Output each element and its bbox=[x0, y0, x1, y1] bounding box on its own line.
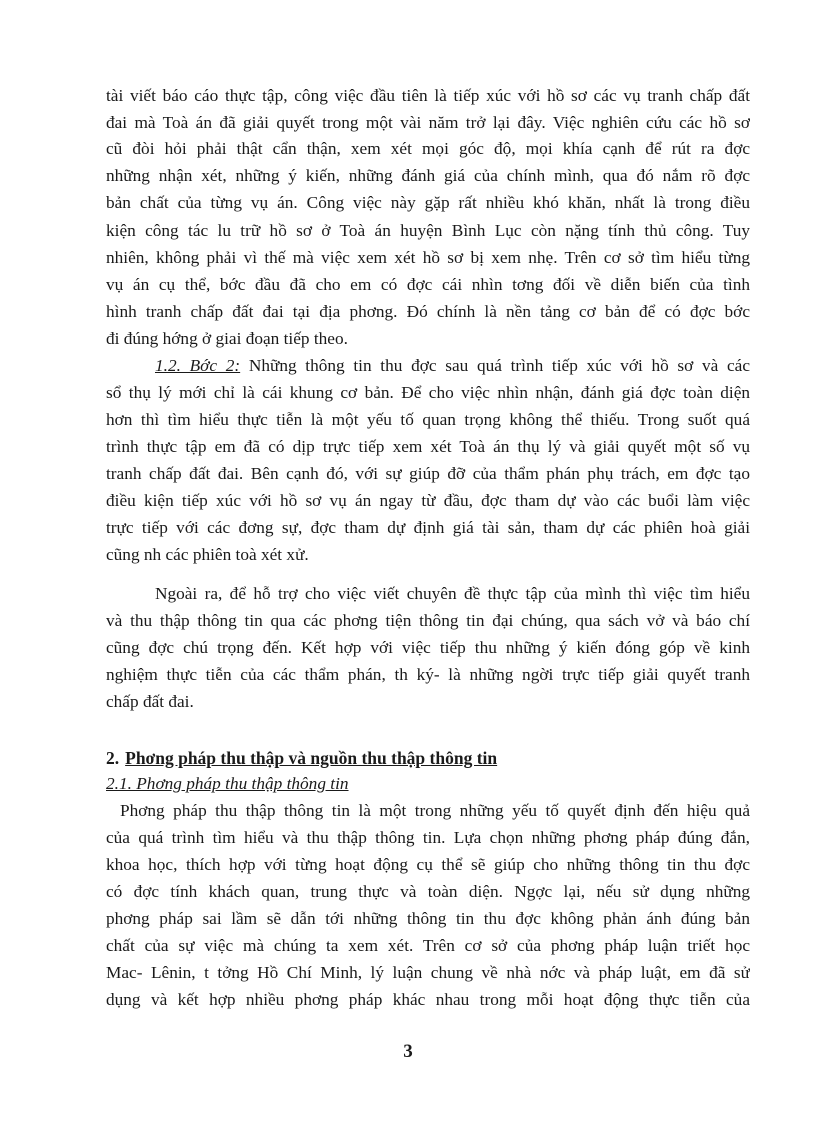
paragraph-1-line: vụ án cụ thể, bớc đầu đã cho em có đợc cái nhìn tơng đối về diễn biến của tình bbox=[106, 275, 750, 294]
paragraph-3-line: cũng đợc chú trọng đến. Kết hợp với việc tiếp thu những ý kiến đóng góp về kinh bbox=[106, 638, 750, 657]
paragraph-2-line: cũng nh các phiên toà xét xử. bbox=[106, 545, 309, 564]
paragraph-4-line: Phơng pháp thu thập thông tin là một trong những yếu tố quyết định đến hiệu quả bbox=[120, 801, 750, 820]
paragraph-4-line: có đợc tính khách quan, trung thực và toàn diện. Ngợc lại, nếu sử dụng những bbox=[106, 882, 750, 901]
paragraph-4-line: của quá trình tìm hiểu và thu thập thông tin. Lựa chọn những phơng pháp đúng đắn, bbox=[106, 828, 750, 847]
paragraph-4-line: dụng và kết hợp nhiều phơng pháp khác nhau trong mỗi hoạt động thực tiễn của bbox=[106, 990, 750, 1009]
paragraph-1-line: những nhận xét, những ý kiến, những đánh giá của chính mình, qua đó nắm rõ đợc bbox=[106, 166, 750, 185]
section-heading bbox=[106, 747, 497, 769]
paragraph-2-line: sổ thụ lý mới chỉ là cái khung cơ bản. Để cho việc nhìn nhận, đánh giá đợc toàn diện bbox=[106, 383, 750, 402]
paragraph-1-line: kiện công tác lu trữ hồ sơ ở Toà án huyện Bình Lục còn nặng tính thủ công. Tuy bbox=[106, 221, 750, 240]
paragraph-3-line: Ngoài ra, để hỗ trợ cho việc viết chuyên đề thực tập của mình thì việc tìm hiểu bbox=[155, 584, 750, 603]
step-label: 1.2. Bớc 2: bbox=[155, 356, 241, 375]
paragraph-2-line: trình thực tập em đã có dịp trực tiếp xem xét Toà án thụ lý và giải quyết một số vụ bbox=[106, 437, 750, 456]
paragraph-3-line: và thu thập thông tin qua các phơng tiện thông tin đại chúng, qua sách vở và báo chí bbox=[106, 611, 750, 630]
paragraph-2-line: trực tiếp với các đơng sự, đợc tham dự định giá tài sản, tham dự các phiên hoà giải bbox=[106, 518, 750, 537]
section-title: Phơng pháp thu thập và nguồn thu thập thông tin bbox=[125, 748, 498, 768]
paragraph-1-line: nhiên, không phải vì thế mà việc xem xét hồ sơ bị xem nhẹ. Trên cơ sở tìm hiểu từng bbox=[106, 248, 750, 267]
paragraph-2-first-text: Những thông tin thu đợc sau quá trình tiếp xúc với hồ sơ và các bbox=[240, 356, 750, 375]
subsection-heading: 2.1. Phơng pháp thu thập thông tin bbox=[106, 774, 349, 793]
section-number: 2. bbox=[106, 748, 120, 768]
paragraph-1-line: hình tranh chấp đất đai tại địa phơng. Đó chính là nền tảng cơ bản để có đợc bớc bbox=[106, 302, 750, 321]
paragraph-1-line: đi đúng hớng ở giai đoạn tiếp theo. bbox=[106, 329, 348, 348]
paragraph-4-line: Mac- Lênin, t tởng Hồ Chí Minh, lý luận chung về nhà nớc và pháp luật, em đã sử bbox=[106, 963, 750, 982]
paragraph-2-line: tranh chấp đất đai. Bên cạnh đó, với sự giúp đỡ của thẩm phán phụ trách, em đợc tạo bbox=[106, 464, 750, 483]
paragraph-2-line: điều kiện tiếp xúc với hồ sơ vụ án ngay từ đầu, đợc tham dự vào các buổi làm việc bbox=[106, 491, 750, 510]
paragraph-3-line: chấp đất đai. bbox=[106, 692, 194, 711]
paragraph-1-line: bản chất của từng vụ án. Công việc này gặp rất nhiều khó khăn, nhất là trong điều bbox=[106, 193, 750, 212]
paragraph-2-first-line bbox=[155, 355, 750, 377]
paragraph-4-line: phơng pháp sai lầm sẽ dẫn tới những thông tin thu đợc không phản ánh đúng bản bbox=[106, 909, 750, 928]
paragraph-1-line: đai mà Toà án đã giải quyết trong một vài năm trở lại đây. Việc nghiên cứu các hồ sơ bbox=[106, 113, 750, 132]
paragraph-2-line: hơn thì tìm hiểu thực tiễn là một yếu tố quan trọng không thể thiếu. Trong suốt quá bbox=[106, 410, 750, 429]
page-number: 3 bbox=[403, 1041, 413, 1062]
paragraph-3-line: nghiệm thực tiễn của các thẩm phán, th ký- là những ngời trực tiếp giải quyết tranh bbox=[106, 665, 750, 684]
paragraph-1-line: cũ đòi hỏi phải thật cẩn thận, xem xét mọi góc độ, mọi khía cạnh để rút ra đợc bbox=[106, 139, 750, 158]
paragraph-4-line: khoa học, thích hợp với từng hoạt động cụ thể sẽ giúp cho những thông tin thu đợc bbox=[106, 855, 750, 874]
paragraph-4-line: chất của sự việc mà chúng ta xem xét. Trên cơ sở của phơng pháp luận triết học bbox=[106, 936, 750, 955]
paragraph-1-line: tài viết báo cáo thực tập, công việc đầu tiên là tiếp xúc với hồ sơ các vụ tranh chấp đất bbox=[106, 86, 750, 105]
